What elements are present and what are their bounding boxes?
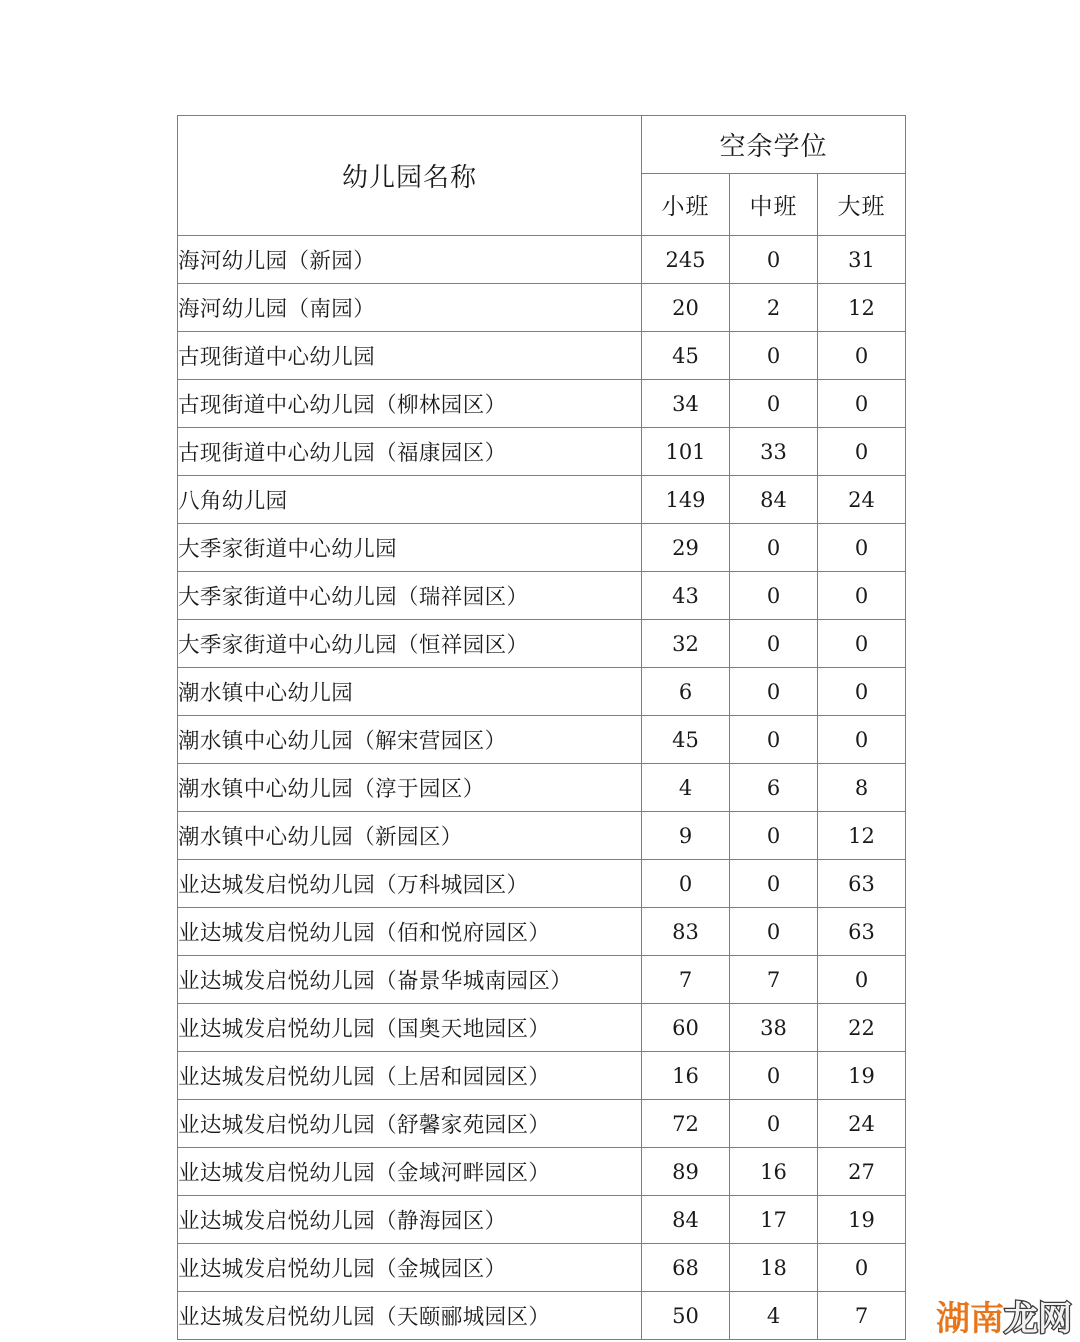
table-row (178, 1100, 906, 1148)
cell-kindergarten-name: 业达城发启悦幼儿园（天颐郦城园区） (178, 1292, 642, 1340)
cell-mid-class-vacancy: 0 (730, 620, 818, 668)
cell-mid-class-vacancy: 33 (730, 428, 818, 476)
cell-big-class-vacancy: 24 (818, 1100, 906, 1148)
cell-kindergarten-name: 大季家街道中心幼儿园（恒祥园区） (178, 620, 642, 668)
cell-mid-class-vacancy: 7 (730, 956, 818, 1004)
cell-kindergarten-name: 海河幼儿园（南园） (178, 284, 642, 332)
cell-kindergarten-name: 海河幼儿园（新园） (178, 236, 642, 284)
cell-kindergarten-name: 古现街道中心幼儿园 (178, 332, 642, 380)
table-row (178, 1052, 906, 1100)
table-row (178, 1244, 906, 1292)
cell-small-class-vacancy: 34 (642, 380, 730, 428)
cell-small-class-vacancy: 83 (642, 908, 730, 956)
table-row (178, 860, 906, 908)
table-row (178, 716, 906, 764)
cell-big-class-vacancy: 0 (818, 380, 906, 428)
column-header-vacant-seats: 空余学位 (642, 116, 906, 174)
table-row (178, 1148, 906, 1196)
cell-kindergarten-name: 业达城发启悦幼儿园（舒馨家苑园区） (178, 1100, 642, 1148)
cell-kindergarten-name: 大季家街道中心幼儿园（瑞祥园区） (178, 572, 642, 620)
cell-kindergarten-name: 潮水镇中心幼儿园（解宋营园区） (178, 716, 642, 764)
table-row (178, 476, 906, 524)
kindergarten-vacancy-table-container (177, 115, 905, 1340)
cell-big-class-vacancy: 24 (818, 476, 906, 524)
cell-mid-class-vacancy: 0 (730, 332, 818, 380)
cell-small-class-vacancy: 16 (642, 1052, 730, 1100)
cell-kindergarten-name: 潮水镇中心幼儿园（新园区） (178, 812, 642, 860)
cell-mid-class-vacancy: 0 (730, 524, 818, 572)
cell-mid-class-vacancy: 17 (730, 1196, 818, 1244)
watermark-text-secondary: 龙网 (1004, 1299, 1072, 1339)
cell-mid-class-vacancy: 0 (730, 860, 818, 908)
cell-kindergarten-name: 业达城发启悦幼儿园（国奥天地园区） (178, 1004, 642, 1052)
cell-big-class-vacancy: 0 (818, 332, 906, 380)
cell-kindergarten-name: 古现街道中心幼儿园（柳林园区） (178, 380, 642, 428)
cell-kindergarten-name: 大季家街道中心幼儿园 (178, 524, 642, 572)
cell-big-class-vacancy: 0 (818, 620, 906, 668)
cell-mid-class-vacancy: 16 (730, 1148, 818, 1196)
cell-mid-class-vacancy: 0 (730, 1052, 818, 1100)
cell-kindergarten-name: 业达城发启悦幼儿园（佰和悦府园区） (178, 908, 642, 956)
cell-small-class-vacancy: 29 (642, 524, 730, 572)
cell-small-class-vacancy: 149 (642, 476, 730, 524)
table-row (178, 1196, 906, 1244)
cell-mid-class-vacancy: 0 (730, 908, 818, 956)
cell-big-class-vacancy: 22 (818, 1004, 906, 1052)
cell-kindergarten-name: 业达城发启悦幼儿园（崙景华城南园区） (178, 956, 642, 1004)
cell-mid-class-vacancy: 6 (730, 764, 818, 812)
cell-small-class-vacancy: 245 (642, 236, 730, 284)
table-row (178, 380, 906, 428)
cell-mid-class-vacancy: 0 (730, 380, 818, 428)
watermark-text-primary: 湖南 (936, 1299, 1004, 1339)
table-row (178, 284, 906, 332)
cell-big-class-vacancy: 7 (818, 1292, 906, 1340)
cell-big-class-vacancy: 12 (818, 812, 906, 860)
table-row (178, 332, 906, 380)
table-header-row-1 (178, 116, 906, 174)
cell-big-class-vacancy: 31 (818, 236, 906, 284)
table-row (178, 236, 906, 284)
cell-mid-class-vacancy: 0 (730, 716, 818, 764)
table-row (178, 524, 906, 572)
cell-big-class-vacancy: 63 (818, 860, 906, 908)
column-header-mid-class: 中班 (730, 174, 818, 236)
cell-big-class-vacancy: 0 (818, 428, 906, 476)
kindergarten-vacancy-table (177, 115, 906, 1340)
table-row (178, 668, 906, 716)
cell-kindergarten-name: 业达城发启悦幼儿园（金城园区） (178, 1244, 642, 1292)
cell-big-class-vacancy: 27 (818, 1148, 906, 1196)
table-row (178, 812, 906, 860)
table-row (178, 1004, 906, 1052)
cell-big-class-vacancy: 12 (818, 284, 906, 332)
cell-big-class-vacancy: 0 (818, 956, 906, 1004)
cell-small-class-vacancy: 4 (642, 764, 730, 812)
cell-small-class-vacancy: 72 (642, 1100, 730, 1148)
cell-small-class-vacancy: 7 (642, 956, 730, 1004)
cell-mid-class-vacancy: 0 (730, 572, 818, 620)
cell-small-class-vacancy: 50 (642, 1292, 730, 1340)
cell-big-class-vacancy: 19 (818, 1196, 906, 1244)
cell-small-class-vacancy: 32 (642, 620, 730, 668)
cell-small-class-vacancy: 60 (642, 1004, 730, 1052)
column-header-kindergarten-name: 幼儿园名称 (178, 116, 642, 236)
cell-small-class-vacancy: 45 (642, 332, 730, 380)
cell-kindergarten-name: 八角幼儿园 (178, 476, 642, 524)
cell-big-class-vacancy: 0 (818, 572, 906, 620)
cell-kindergarten-name: 业达城发启悦幼儿园（万科城园区） (178, 860, 642, 908)
site-watermark (936, 1299, 1072, 1339)
table-header (178, 116, 906, 236)
table-row (178, 956, 906, 1004)
cell-small-class-vacancy: 0 (642, 860, 730, 908)
cell-kindergarten-name: 潮水镇中心幼儿园（淳于园区） (178, 764, 642, 812)
cell-small-class-vacancy: 9 (642, 812, 730, 860)
cell-mid-class-vacancy: 0 (730, 668, 818, 716)
cell-kindergarten-name: 潮水镇中心幼儿园 (178, 668, 642, 716)
cell-big-class-vacancy: 8 (818, 764, 906, 812)
cell-mid-class-vacancy: 84 (730, 476, 818, 524)
cell-kindergarten-name: 业达城发启悦幼儿园（上居和园园区） (178, 1052, 642, 1100)
cell-big-class-vacancy: 0 (818, 1244, 906, 1292)
cell-big-class-vacancy: 0 (818, 524, 906, 572)
cell-small-class-vacancy: 45 (642, 716, 730, 764)
cell-big-class-vacancy: 0 (818, 668, 906, 716)
column-header-small-class: 小班 (642, 174, 730, 236)
cell-kindergarten-name: 古现街道中心幼儿园（福康园区） (178, 428, 642, 476)
table-row (178, 428, 906, 476)
cell-kindergarten-name: 业达城发启悦幼儿园（金域河畔园区） (178, 1148, 642, 1196)
cell-small-class-vacancy: 89 (642, 1148, 730, 1196)
cell-mid-class-vacancy: 18 (730, 1244, 818, 1292)
table-body (178, 236, 906, 1340)
column-header-big-class: 大班 (818, 174, 906, 236)
cell-big-class-vacancy: 63 (818, 908, 906, 956)
cell-mid-class-vacancy: 0 (730, 812, 818, 860)
cell-small-class-vacancy: 84 (642, 1196, 730, 1244)
cell-kindergarten-name: 业达城发启悦幼儿园（静海园区） (178, 1196, 642, 1244)
cell-mid-class-vacancy: 4 (730, 1292, 818, 1340)
table-row (178, 572, 906, 620)
table-row (178, 1292, 906, 1340)
cell-mid-class-vacancy: 2 (730, 284, 818, 332)
cell-big-class-vacancy: 19 (818, 1052, 906, 1100)
cell-mid-class-vacancy: 0 (730, 236, 818, 284)
table-row (178, 908, 906, 956)
cell-small-class-vacancy: 68 (642, 1244, 730, 1292)
cell-small-class-vacancy: 20 (642, 284, 730, 332)
table-row (178, 620, 906, 668)
cell-small-class-vacancy: 43 (642, 572, 730, 620)
table-row (178, 764, 906, 812)
cell-mid-class-vacancy: 0 (730, 1100, 818, 1148)
cell-big-class-vacancy: 0 (818, 716, 906, 764)
cell-mid-class-vacancy: 38 (730, 1004, 818, 1052)
cell-small-class-vacancy: 6 (642, 668, 730, 716)
cell-small-class-vacancy: 101 (642, 428, 730, 476)
